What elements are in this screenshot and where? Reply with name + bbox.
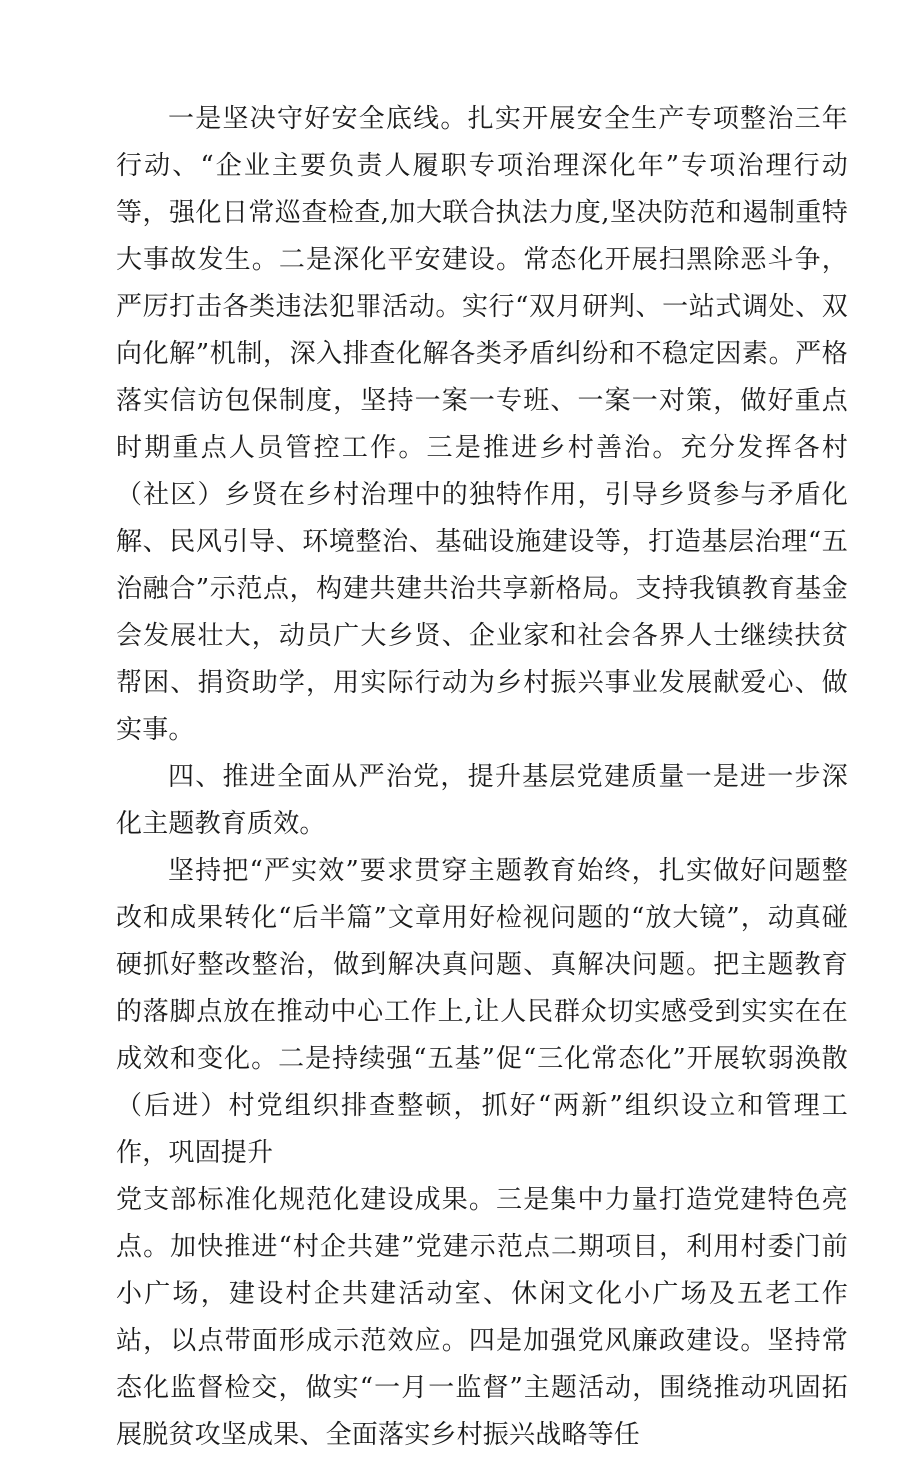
paragraph-safety-governance: 一是坚决守好安全底线。扎实开展安全生产专项整治三年行动、“企业主要负责人履职专项治理深化年”专项治理行动等，强化日常巡查检查,加大联合执法力度,坚决防范和遏制重特大事故发生。二是深化平安建设。常态化开展扫黑除恶斗争，严厉打击各类违法犯罪活动。实行“双月研判、一站式调处、双向化解”机制，深入排查化解各类矛盾纠纷和不稳定因素。严格落实信访包保制度，坚持一案一专班、一案一对策，做好重点时期重点人员管控工作。三是推进乡村善治。充分发挥各村（社区）乡贤在乡村治理中的独特作用，引导乡贤参与矛盾化解、民风引导、环境整治、基础设施建设等，打造基层治理“五治融合”示范点，构建共建共治共享新格局。支持我镇教育基金会发展壮大，动员广大乡贤、企业家和社会各界人士继续扶贫帮困、捐资助学，用实际行动为乡村振兴事业发展献爱心、做实事。 [116, 104, 848, 745]
body-text [116, 96, 848, 1459]
paragraph-party-branch-standardization: 党支部标准化规范化建设成果。三是集中力量打造党建特色亮点。加快推进“村企共建”党建示范点二期项目，利用村委门前小广场，建设村企共建活动室、休闲文化小广场及五老工作站，以点带面形成示范效应。四是加强党风廉政建设。坚持常态化监督检交，做实“一月一监督”主题活动，围绕推动巩固拓展脱贫攻坚成果、全面落实乡村振兴战略等任 [116, 1185, 848, 1450]
paragraph-theme-education: 坚持把“严实效”要求贯穿主题教育始终，扎实做好问题整改和成果转化“后半篇”文章用好检视问题的“放大镜”，动真碰硬抓好整改整治，做到解决真问题、真解决问题。把主题教育的落脚点放在推动中心工作上,让人民群众切实感受到实实在在成效和变化。二是持续强“五基”促“三化常态化”开展软弱涣散（后进）村党组织排查整顿，抓好“两新”组织设立和管理工作，巩固提升 [116, 856, 848, 1168]
paragraph-party-building-heading: 四、推进全面从严治党，提升基层党建质量一是进一步深化主题教育质效。 [116, 762, 848, 839]
